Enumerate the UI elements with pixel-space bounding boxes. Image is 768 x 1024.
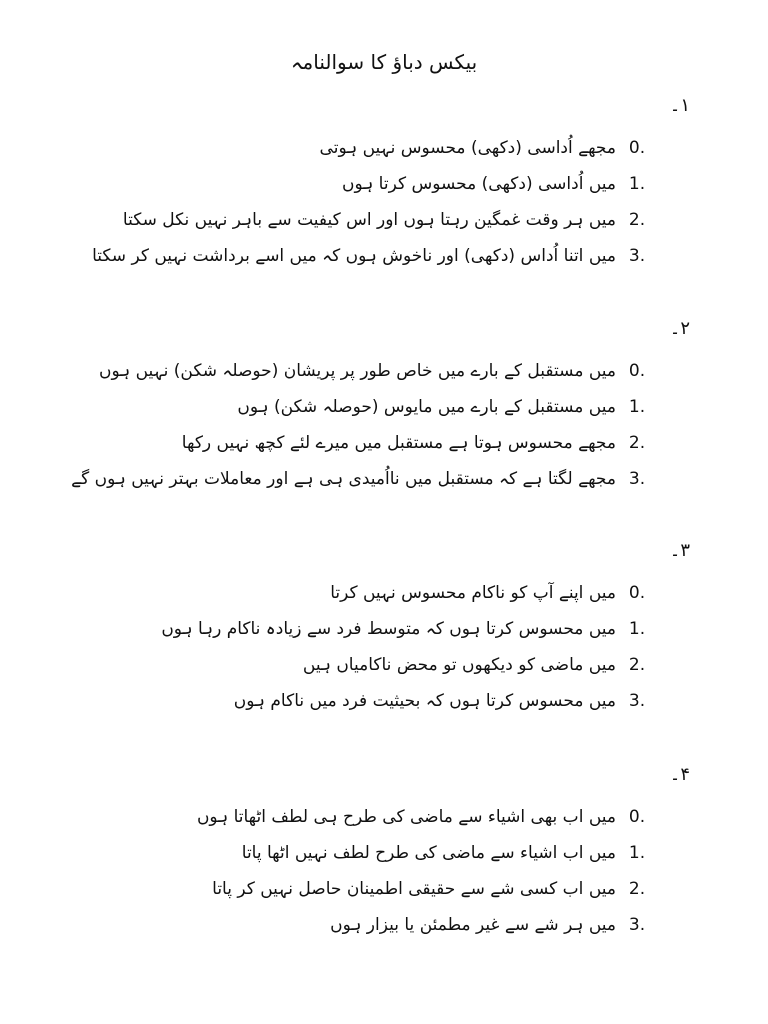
section-number: ۱۔ [669, 95, 690, 116]
option-text: میں اب بھی اشیاء سے ماضی کی طرح ہی لطف اٹھاتا ہوں [196, 807, 616, 827]
option-number: 1. [628, 619, 646, 639]
option-number: 0. [628, 807, 646, 827]
option-item [71, 461, 650, 497]
option-text: میں اپنے آپ کو ناکام محسوس نہیں کرتا [330, 583, 616, 603]
page-title: بیکس دباؤ کا سوالنامہ [290, 50, 478, 74]
option-text: مجھے محسوس ہوتا ہے مستقبل میں میرے لئے کچھ نہیں رکھا [181, 433, 616, 453]
option-text: میں اتنا اُداس (دکھی) اور ناخوش ہوں کہ میں اسے برداشت نہیں کر سکتا [92, 246, 616, 266]
option-number: 3. [628, 246, 646, 266]
options-list [90, 575, 650, 719]
option-item [90, 611, 650, 647]
option-text: میں محسوس کرتا ہوں کہ بحیثیت فرد میں ناکام ہوں [233, 691, 616, 711]
option-text: مجھے اُداسی (دکھی) محسوس نہیں ہوتی [319, 138, 616, 158]
option-number: 0. [628, 583, 646, 603]
option-text: مجھے لگتا ہے کہ مستقبل میں نااُمیدی ہی ہے اور معاملات بہتر نہیں ہوں گے [71, 469, 616, 489]
option-number: 2. [628, 210, 646, 230]
option-text: میں مستقبل کے بارے میں خاص طور پر پریشان (حوصلہ شکن) نہیں ہوں [98, 361, 616, 381]
option-item [90, 799, 650, 835]
option-item [90, 835, 650, 871]
option-item [90, 575, 650, 611]
options-list [90, 799, 650, 943]
section-number: ۲۔ [669, 318, 690, 339]
option-text: میں اب کسی شے سے حقیقی اطمینان حاصل نہیں کر پاتا [212, 879, 616, 899]
option-number: 2. [628, 879, 646, 899]
option-text: میں محسوس کرتا ہوں کہ متوسط فرد سے زیادہ ناکام رہا ہوں [161, 619, 616, 639]
option-number: 2. [628, 433, 646, 453]
option-number: 1. [628, 397, 646, 417]
option-number: 0. [628, 361, 646, 381]
option-number: 2. [628, 655, 646, 675]
option-number: 3. [628, 915, 646, 935]
option-item [90, 389, 650, 425]
option-item [90, 130, 650, 166]
option-number: 1. [628, 174, 646, 194]
option-item [90, 647, 650, 683]
option-item [90, 907, 650, 943]
option-text: میں ہر وقت غمگین رہتا ہوں اور اس کیفیت سے باہر نہیں نکل سکتا [122, 210, 616, 230]
option-number: 3. [628, 691, 646, 711]
option-item [90, 425, 650, 461]
option-text: میں ہر شے سے غیر مطمئن یا بیزار ہوں [330, 915, 616, 935]
option-text: میں مستقبل کے بارے میں مایوس (حوصلہ شکن) ہوں [237, 397, 616, 417]
options-list [90, 130, 650, 274]
options-list [71, 353, 650, 497]
option-text: میں اُداسی (دکھی) محسوس کرتا ہوں [342, 174, 616, 194]
option-item [90, 202, 650, 238]
option-text: میں اب اشیاء سے ماضی کی طرح لطف نہیں اٹھا پاتا [241, 843, 616, 863]
option-item [90, 166, 650, 202]
option-item [90, 683, 650, 719]
section-number: ۳۔ [669, 540, 690, 561]
option-item [90, 238, 650, 274]
option-text: میں ماضی کو دیکھوں تو محض ناکامیاں ہیں [302, 655, 616, 675]
option-item [90, 353, 650, 389]
option-number: 0. [628, 138, 646, 158]
option-number: 1. [628, 843, 646, 863]
option-number: 3. [628, 469, 646, 489]
section-number: ۴۔ [669, 764, 690, 785]
option-item [90, 871, 650, 907]
